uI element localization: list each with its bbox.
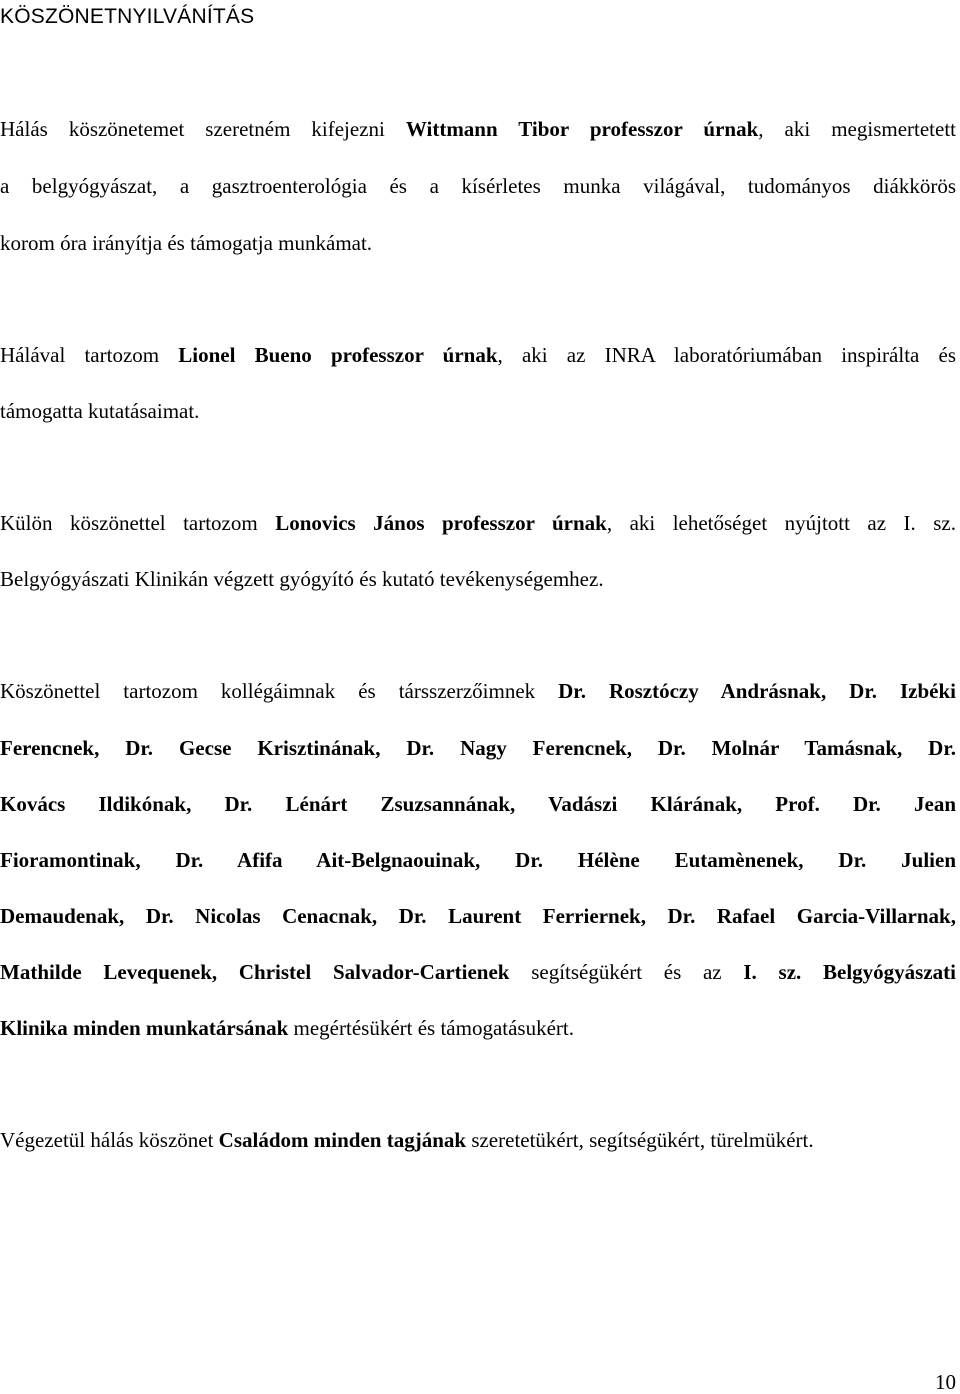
p4-names: Dr. Rosztóczy Andrásnak, Dr. Izbéki bbox=[558, 679, 956, 703]
paragraph-4-line-5: Demaudenak, Dr. Nicolas Cenacnak, Dr. Laurent Ferriernek, Dr. Rafael Garcia-Villarnak, bbox=[0, 904, 956, 928]
paragraph-1-line-2: a belgyógyászat, a gasztroenterológia és a kísérletes munka világával, tudományos diákkörös bbox=[0, 174, 956, 198]
paragraph-2-line-1 bbox=[0, 340, 956, 370]
p3-name: Lonovics János professzor úrnak bbox=[275, 511, 607, 535]
p2-text: Hálával tartozom bbox=[0, 343, 179, 367]
paragraph-1-line-3: korom óra irányítja és támogatja munkámat. bbox=[0, 231, 373, 255]
paragraph-2-line-2: támogatta kutatásaimat. bbox=[0, 399, 200, 423]
paragraph-3-line-1 bbox=[0, 508, 956, 538]
p5-text: szeretetükért, segítségükért, türelmükért. bbox=[466, 1128, 814, 1152]
paragraph-4-line-2: Ferencnek, Dr. Gecse Krisztinának, Dr. Nagy Ferencnek, Dr. Molnár Tamásnak, Dr. bbox=[0, 736, 956, 760]
p5-name: Családom minden tagjának bbox=[218, 1128, 467, 1152]
p2-name: Lionel Bueno professzor úrnak bbox=[178, 343, 498, 367]
paragraph-5-line-1 bbox=[0, 1125, 814, 1155]
p4-names: I. sz. Belgyógyászati bbox=[743, 960, 956, 984]
paragraph-4-line-6 bbox=[0, 957, 956, 987]
p3-text: , aki lehetőséget nyújtott az I. sz. bbox=[606, 511, 956, 535]
paragraph-3-line-2: Belgyógyászati Klinikán végzett gyógyító és kutató tevékenységemhez. bbox=[0, 567, 604, 591]
p3-text: Külön köszönettel tartozom bbox=[0, 511, 276, 535]
p1-text: Hálás köszönetemet szeretném kifejezni bbox=[0, 117, 406, 141]
page-number: 10 bbox=[935, 1370, 956, 1394]
page-title: KÖSZÖNETNYILVÁNÍTÁS bbox=[0, 5, 255, 28]
paragraph-4-line-1 bbox=[0, 676, 956, 706]
p1-text: , aki megismertetett bbox=[758, 117, 956, 141]
p4-names: Klinika minden munkatársának bbox=[0, 1016, 289, 1040]
paragraph-4-line-4: Fioramontinak, Dr. Afifa Ait-Belgnaouinak, Dr. Hélène Eutamènenek, Dr. Julien bbox=[0, 848, 956, 872]
p2-text: , aki az INRA laboratóriumában inspirálta és bbox=[497, 343, 957, 367]
p1-name: Wittmann Tibor professzor úrnak bbox=[405, 117, 759, 141]
p5-text: Végezetül hálás köszönet bbox=[0, 1128, 219, 1152]
p4-text: segítségükért és az bbox=[509, 960, 744, 984]
paragraph-4-line-7 bbox=[0, 1013, 574, 1043]
paragraph-4-line-3: Kovács Ildikónak, Dr. Lénárt Zsuzsannának, Vadászi Klárának, Prof. Dr. Jean bbox=[0, 792, 956, 816]
p4-text: megértésükért és támogatásukért. bbox=[288, 1016, 574, 1040]
p4-text: Köszönettel tartozom kollégáimnak és társszerzőimnek bbox=[0, 679, 559, 703]
paragraph-1-line-1 bbox=[0, 114, 956, 144]
p4-names: Mathilde Levequenek, Christel Salvador-Cartienek bbox=[0, 960, 510, 984]
